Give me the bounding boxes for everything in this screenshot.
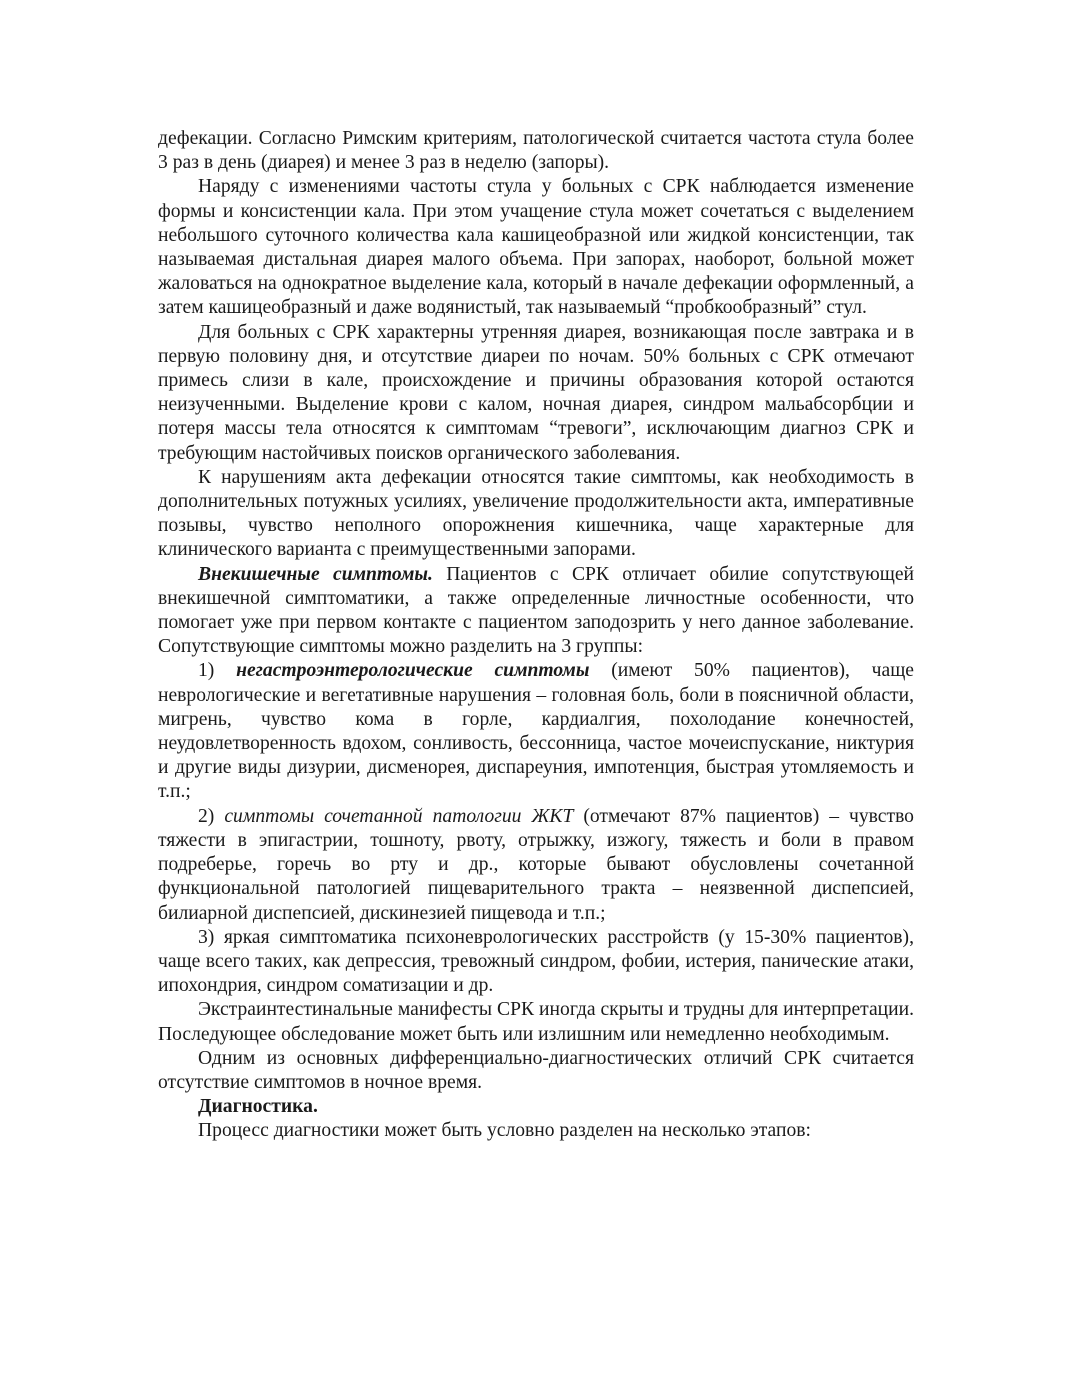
list-item-head: симптомы сочетанной патологии ЖКТ xyxy=(224,805,574,827)
paragraph: дефекации. Согласно Римским критериям, патологической считается частота стула более 3 раз в день (диарея) и менее 3 раз в неделю (запоры). xyxy=(158,128,914,174)
paragraph: Процесс диагностики может быть условно разделен на несколько этапов: xyxy=(198,1120,811,1142)
list-item-text: (имеют 50% пациентов), чаще неврологические и вегетативные нарушения – головная боль, боли в поясничной области, мигрень, чувство кома в горле, кардиалгия, похолодание конечностей, неудовлетворенность вдохом, сонливость, бессонница, частое мочеиспускание, никтурия и другие виды дизурии, дисменорея, диспареуния, импотенция, быстрая утомляемость и т.п.; xyxy=(158,660,914,803)
list-number: 2) xyxy=(198,805,225,827)
list-item xyxy=(158,659,914,804)
paragraph: Одним из основных дифференциально-диагностических отличий СРК считается отсутствие симптомов в ночное время. xyxy=(158,1047,914,1093)
paragraph: К нарушениям акта дефекации относятся такие симптомы, как необходимость в дополнительных потужных усилиях, увеличение продолжительности акта, императивные позывы, чувство неполного опорожнения кишечника, чаще характерные для клинического варианта с преимущественными запорами. xyxy=(158,466,914,561)
list-item-text: (отмечают 87% пациентов) – чувство тяжести в эпигастрии, тошноту, рвоту, отрыжку, изжогу, тяжесть и боли в правом подреберье, горечь во рту и др., которые бывают обусловлены сочетанной функциональной патологией пищеварительного тракта – неязвенной диспепсией, билиарной диспепсией, дискинезией пищевода и т.п.; xyxy=(158,805,914,924)
section-heading: Диагностика. xyxy=(198,1096,318,1118)
paragraph: Наряду с изменениями частоты стула у больных с СРК наблюдается изменение формы и консистенции кала. При этом учащение стула может сочетаться с выделением небольшого суточного количества кала кашицеобразной или жидкой консистенции, так называемая дистальная диарея малого объема. При запорах, наоборот, больной может жаловаться на однократное выделение кала, который в начале дефекации оформленный, а затем кашицеобразный и даже водянистый, так называемый “пробкообразный” стул. xyxy=(158,176,914,319)
paragraph xyxy=(158,563,914,660)
list-item: 3) яркая симптоматика психоневрологических расстройств (у 15-30% пациентов), чаще всего таких, как депрессия, тревожный синдром, фобии, истерия, панические атаки, ипохондрия, синдром соматизации и др. xyxy=(158,926,914,997)
list-item-head: негастроэнтерологические симптомы xyxy=(236,660,590,682)
section-lead: Внекишечные симптомы. xyxy=(198,563,433,585)
paragraph-text: Пациентов с СРК отличает обилие сопутствующей внекишечной симптоматики, а также определенные личностные особенности, что помогает уже при первом контакте с пациентом заподозрить у него данное заболевание. Сопутствующие симптомы можно разделить на 3 группы: xyxy=(158,563,914,658)
list-number: 1) xyxy=(198,660,237,682)
paragraph: Экстраинтестинальные манифесты СРК иногда скрыты и трудны для интерпретации. Последующее обследование может быть или излишним или немедленно необходимым. xyxy=(158,999,914,1045)
document-page xyxy=(158,127,914,1144)
paragraph: Для больных с СРК характерны утренняя диарея, возникающая после завтрака и в первую половину дня, и отсутствие диареи по ночам. 50% больных с СРК отмечают примесь слизи в кале, происхождение и причины образования которой остаются неизученными. Выделение крови с калом, ночная диарея, синдром мальабсорбции и потеря массы тела относятся к симптомам “тревоги”, исключающим диагноз СРК и требующим настойчивых поисков органического заболевания. xyxy=(158,321,914,464)
list-item xyxy=(158,805,914,926)
